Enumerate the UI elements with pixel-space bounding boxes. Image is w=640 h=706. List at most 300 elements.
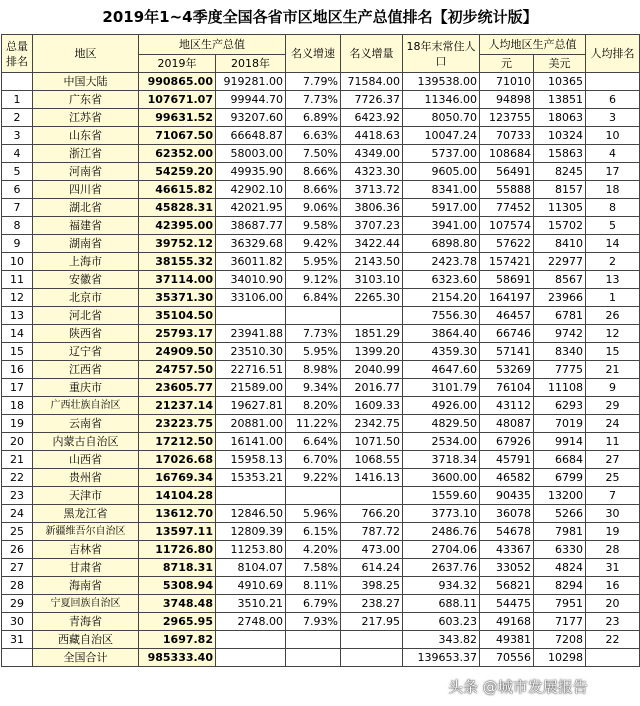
per-capita-rank-cell <box>586 649 640 667</box>
table-row <box>2 109 640 127</box>
region-name: 贵州省 <box>33 469 139 487</box>
gdp-2019-cell: 99631.52 <box>139 109 216 127</box>
table-body <box>2 73 640 667</box>
per-capita-rank-cell: 23 <box>586 613 640 631</box>
population-cell: 2704.06 <box>403 541 480 559</box>
increase-cell: 6423.92 <box>341 109 403 127</box>
region-name: 四川省 <box>33 181 139 199</box>
gdp-2019-cell: 37114.00 <box>139 271 216 289</box>
rank-cell <box>2 649 33 667</box>
increase-cell: 766.20 <box>341 505 403 523</box>
region-name: 青海省 <box>33 613 139 631</box>
population-cell: 11346.00 <box>403 91 480 109</box>
per-capita-yuan-cell: 57622 <box>480 235 534 253</box>
gdp-2019-cell: 25793.17 <box>139 325 216 343</box>
increase-cell <box>341 649 403 667</box>
rank-cell: 12 <box>2 289 33 307</box>
per-capita-yuan-cell: 71010 <box>480 73 534 91</box>
per-capita-usd-cell: 11108 <box>534 379 586 397</box>
per-capita-yuan-cell: 49168 <box>480 613 534 631</box>
population-cell: 3864.40 <box>403 325 480 343</box>
per-capita-usd-cell: 7775 <box>534 361 586 379</box>
rank-cell: 20 <box>2 433 33 451</box>
increase-cell: 3713.72 <box>341 181 403 199</box>
per-capita-rank-cell: 3 <box>586 109 640 127</box>
growth-cell <box>286 307 341 325</box>
gdp-2019-cell: 46615.82 <box>139 181 216 199</box>
gdp-2018-cell: 33106.00 <box>216 289 286 307</box>
per-capita-yuan-cell: 36078 <box>480 505 534 523</box>
per-capita-rank-cell: 5 <box>586 217 640 235</box>
per-capita-yuan-cell: 90435 <box>480 487 534 505</box>
per-capita-usd-cell: 15863 <box>534 145 586 163</box>
rank-cell: 30 <box>2 613 33 631</box>
gdp-2018-cell: 22716.51 <box>216 361 286 379</box>
per-capita-rank-cell: 9 <box>586 379 640 397</box>
per-capita-yuan-cell: 49381 <box>480 631 534 649</box>
header-per-capita-usd: 美元 <box>534 55 586 73</box>
gdp-2018-cell: 21589.00 <box>216 379 286 397</box>
gdp-2019-cell: 1697.82 <box>139 631 216 649</box>
growth-cell: 7.73% <box>286 91 341 109</box>
growth-cell: 6.89% <box>286 109 341 127</box>
population-cell: 934.32 <box>403 577 480 595</box>
rank-cell: 13 <box>2 307 33 325</box>
table-row <box>2 145 640 163</box>
gdp-2019-cell: 24757.50 <box>139 361 216 379</box>
region-name: 云南省 <box>33 415 139 433</box>
per-capita-usd-cell: 9914 <box>534 433 586 451</box>
gdp-2019-cell: 17026.68 <box>139 451 216 469</box>
per-capita-yuan-cell: 107574 <box>480 217 534 235</box>
population-cell: 9605.00 <box>403 163 480 181</box>
per-capita-rank-cell: 18 <box>586 181 640 199</box>
growth-cell: 11.22% <box>286 415 341 433</box>
population-cell: 3718.34 <box>403 451 480 469</box>
per-capita-usd-cell: 7177 <box>534 613 586 631</box>
gdp-2019-cell: 38155.32 <box>139 253 216 271</box>
gdp-2019-cell: 3748.48 <box>139 595 216 613</box>
header-region: 地区 <box>33 35 139 73</box>
increase-cell: 787.72 <box>341 523 403 541</box>
gdp-2019-cell: 23605.77 <box>139 379 216 397</box>
increase-cell: 3422.44 <box>341 235 403 253</box>
per-capita-usd-cell: 5266 <box>534 505 586 523</box>
per-capita-usd-cell: 8340 <box>534 343 586 361</box>
growth-cell: 7.93% <box>286 613 341 631</box>
rank-cell: 1 <box>2 91 33 109</box>
per-capita-rank-cell: 17 <box>586 163 640 181</box>
population-cell: 343.82 <box>403 631 480 649</box>
gdp-2019-cell: 54259.20 <box>139 163 216 181</box>
per-capita-usd-cell: 8245 <box>534 163 586 181</box>
table-row <box>2 397 640 415</box>
region-name: 新疆维吾尔自治区 <box>33 523 139 541</box>
gdp-2019-cell: 39752.12 <box>139 235 216 253</box>
rank-cell: 9 <box>2 235 33 253</box>
per-capita-usd-cell: 6781 <box>534 307 586 325</box>
rank-cell: 6 <box>2 181 33 199</box>
region-name: 天津市 <box>33 487 139 505</box>
per-capita-rank-cell: 15 <box>586 343 640 361</box>
gdp-2018-cell: 919281.00 <box>216 73 286 91</box>
per-capita-usd-cell: 6293 <box>534 397 586 415</box>
rank-cell: 25 <box>2 523 33 541</box>
gdp-2018-cell: 8104.07 <box>216 559 286 577</box>
population-cell: 6323.60 <box>403 271 480 289</box>
per-capita-usd-cell: 7208 <box>534 631 586 649</box>
increase-cell: 2040.99 <box>341 361 403 379</box>
increase-cell: 398.25 <box>341 577 403 595</box>
rank-cell: 26 <box>2 541 33 559</box>
increase-cell: 238.27 <box>341 595 403 613</box>
population-cell: 688.11 <box>403 595 480 613</box>
growth-cell <box>286 487 341 505</box>
increase-cell: 2342.75 <box>341 415 403 433</box>
per-capita-yuan-cell: 45791 <box>480 451 534 469</box>
table-row <box>2 469 640 487</box>
gdp-2019-cell: 13597.11 <box>139 523 216 541</box>
per-capita-rank-cell: 24 <box>586 415 640 433</box>
region-name: 湖北省 <box>33 199 139 217</box>
region-name: 内蒙古自治区 <box>33 433 139 451</box>
per-capita-rank-cell: 11 <box>586 433 640 451</box>
per-capita-yuan-cell: 94898 <box>480 91 534 109</box>
gdp-2018-cell: 36011.82 <box>216 253 286 271</box>
table-row <box>2 163 640 181</box>
header-gdp-group: 地区生产总值 <box>139 35 286 55</box>
population-cell: 3600.00 <box>403 469 480 487</box>
region-name: 海南省 <box>33 577 139 595</box>
per-capita-usd-cell: 10298 <box>534 649 586 667</box>
rank-cell: 31 <box>2 631 33 649</box>
increase-cell: 1071.50 <box>341 433 403 451</box>
region-name: 广西壮族自治区 <box>33 397 139 415</box>
rank-cell <box>2 73 33 91</box>
table-row <box>2 415 640 433</box>
increase-cell <box>341 487 403 505</box>
header-gdp-2019: 2019年 <box>139 55 216 73</box>
region-name: 安徽省 <box>33 271 139 289</box>
region-name: 重庆市 <box>33 379 139 397</box>
rank-cell: 22 <box>2 469 33 487</box>
increase-cell: 1399.20 <box>341 343 403 361</box>
growth-cell: 6.79% <box>286 595 341 613</box>
table-row <box>2 505 640 523</box>
per-capita-usd-cell: 18063 <box>534 109 586 127</box>
table-row <box>2 343 640 361</box>
table-row <box>2 577 640 595</box>
gdp-2019-cell: 14104.28 <box>139 487 216 505</box>
rank-cell: 14 <box>2 325 33 343</box>
gdp-2018-cell: 34010.90 <box>216 271 286 289</box>
table-row <box>2 379 640 397</box>
region-name: 江苏省 <box>33 109 139 127</box>
growth-cell: 7.79% <box>286 73 341 91</box>
per-capita-usd-cell: 9742 <box>534 325 586 343</box>
gdp-2019-cell: 45828.31 <box>139 199 216 217</box>
increase-cell: 217.95 <box>341 613 403 631</box>
gdp-2018-cell <box>216 307 286 325</box>
per-capita-rank-cell: 4 <box>586 145 640 163</box>
gdp-2018-cell: 16141.00 <box>216 433 286 451</box>
population-cell: 603.23 <box>403 613 480 631</box>
table-row <box>2 181 640 199</box>
per-capita-yuan-cell: 66746 <box>480 325 534 343</box>
gdp-2018-cell: 23941.88 <box>216 325 286 343</box>
per-capita-yuan-cell: 70733 <box>480 127 534 145</box>
rank-cell: 7 <box>2 199 33 217</box>
gdp-2019-cell: 16769.34 <box>139 469 216 487</box>
per-capita-yuan-cell: 43112 <box>480 397 534 415</box>
rank-cell: 15 <box>2 343 33 361</box>
gdp-2019-cell: 24909.50 <box>139 343 216 361</box>
rank-cell: 2 <box>2 109 33 127</box>
gdp-2018-cell <box>216 487 286 505</box>
gdp-2019-cell: 8718.31 <box>139 559 216 577</box>
gdp-2018-cell: 42021.95 <box>216 199 286 217</box>
population-cell: 8341.00 <box>403 181 480 199</box>
region-name: 山西省 <box>33 451 139 469</box>
population-cell: 4647.60 <box>403 361 480 379</box>
table-row <box>2 199 640 217</box>
per-capita-usd-cell: 4824 <box>534 559 586 577</box>
gdp-2018-cell: 49935.90 <box>216 163 286 181</box>
growth-cell: 9.58% <box>286 217 341 235</box>
table-row <box>2 217 640 235</box>
growth-cell <box>286 631 341 649</box>
per-capita-yuan-cell: 48087 <box>480 415 534 433</box>
population-cell: 2637.76 <box>403 559 480 577</box>
population-cell: 5917.00 <box>403 199 480 217</box>
per-capita-usd-cell: 23966 <box>534 289 586 307</box>
region-name: 辽宁省 <box>33 343 139 361</box>
growth-cell: 7.50% <box>286 145 341 163</box>
per-capita-yuan-cell: 58691 <box>480 271 534 289</box>
region-name: 中国大陆 <box>33 73 139 91</box>
per-capita-yuan-cell: 46582 <box>480 469 534 487</box>
per-capita-yuan-cell: 157421 <box>480 253 534 271</box>
per-capita-usd-cell: 10324 <box>534 127 586 145</box>
header-per-capita-rank: 人均排名 <box>586 35 640 73</box>
per-capita-yuan-cell: 33052 <box>480 559 534 577</box>
per-capita-rank-cell: 7 <box>586 487 640 505</box>
per-capita-rank-cell: 10 <box>586 127 640 145</box>
gdp-2019-cell: 17212.50 <box>139 433 216 451</box>
gdp-2018-cell: 38687.77 <box>216 217 286 235</box>
gdp-2018-cell: 42902.10 <box>216 181 286 199</box>
growth-cell: 9.42% <box>286 235 341 253</box>
watermark: 头条 @城市发展报告 <box>448 678 588 696</box>
population-cell: 5737.00 <box>403 145 480 163</box>
table-row <box>2 91 640 109</box>
per-capita-rank-cell: 21 <box>586 361 640 379</box>
increase-cell: 3806.36 <box>341 199 403 217</box>
growth-cell: 8.66% <box>286 163 341 181</box>
table-row <box>2 559 640 577</box>
population-cell: 3773.10 <box>403 505 480 523</box>
rank-cell: 10 <box>2 253 33 271</box>
increase-cell <box>341 631 403 649</box>
per-capita-rank-cell: 30 <box>586 505 640 523</box>
per-capita-usd-cell: 6799 <box>534 469 586 487</box>
per-capita-yuan-cell: 76104 <box>480 379 534 397</box>
per-capita-yuan-cell: 54475 <box>480 595 534 613</box>
per-capita-usd-cell: 13851 <box>534 91 586 109</box>
rank-cell: 3 <box>2 127 33 145</box>
growth-cell: 8.11% <box>286 577 341 595</box>
gdp-2019-cell: 35371.30 <box>139 289 216 307</box>
table-row <box>2 649 640 667</box>
per-capita-yuan-cell: 53269 <box>480 361 534 379</box>
per-capita-usd-cell: 13200 <box>534 487 586 505</box>
per-capita-rank-cell: 8 <box>586 199 640 217</box>
rank-cell: 11 <box>2 271 33 289</box>
region-name: 陕西省 <box>33 325 139 343</box>
region-name: 全国合计 <box>33 649 139 667</box>
region-name: 吉林省 <box>33 541 139 559</box>
per-capita-yuan-cell: 54678 <box>480 523 534 541</box>
per-capita-usd-cell: 7019 <box>534 415 586 433</box>
population-cell: 2534.00 <box>403 433 480 451</box>
header-gdp-2018: 2018年 <box>216 55 286 73</box>
region-name: 黑龙江省 <box>33 505 139 523</box>
growth-cell: 6.64% <box>286 433 341 451</box>
per-capita-rank-cell: 12 <box>586 325 640 343</box>
gdp-2018-cell: 20881.00 <box>216 415 286 433</box>
growth-cell: 5.95% <box>286 343 341 361</box>
per-capita-usd-cell: 10365 <box>534 73 586 91</box>
population-cell: 139538.00 <box>403 73 480 91</box>
per-capita-yuan-cell: 57141 <box>480 343 534 361</box>
per-capita-rank-cell: 25 <box>586 469 640 487</box>
header-rank-total: 总量排名 <box>2 35 33 73</box>
per-capita-rank-cell: 27 <box>586 451 640 469</box>
growth-cell: 9.34% <box>286 379 341 397</box>
population-cell: 2423.78 <box>403 253 480 271</box>
region-name: 福建省 <box>33 217 139 235</box>
growth-cell: 6.84% <box>286 289 341 307</box>
growth-cell: 8.66% <box>286 181 341 199</box>
increase-cell: 1068.55 <box>341 451 403 469</box>
increase-cell: 3103.10 <box>341 271 403 289</box>
gdp-2018-cell: 15353.21 <box>216 469 286 487</box>
per-capita-usd-cell: 6330 <box>534 541 586 559</box>
header-per-capita-yuan: 元 <box>480 55 534 73</box>
population-cell: 1559.60 <box>403 487 480 505</box>
gdp-2019-cell: 5308.94 <box>139 577 216 595</box>
per-capita-rank-cell: 13 <box>586 271 640 289</box>
per-capita-yuan-cell: 46457 <box>480 307 534 325</box>
table-row <box>2 523 640 541</box>
growth-cell: 5.95% <box>286 253 341 271</box>
per-capita-rank-cell: 28 <box>586 541 640 559</box>
increase-cell: 2143.50 <box>341 253 403 271</box>
region-name: 山东省 <box>33 127 139 145</box>
table-row <box>2 433 640 451</box>
header-nominal-growth: 名义增速 <box>286 35 341 73</box>
per-capita-usd-cell: 8157 <box>534 181 586 199</box>
growth-cell: 7.73% <box>286 325 341 343</box>
per-capita-yuan-cell: 56821 <box>480 577 534 595</box>
gdp-2018-cell: 99944.70 <box>216 91 286 109</box>
rank-cell: 21 <box>2 451 33 469</box>
per-capita-yuan-cell: 123755 <box>480 109 534 127</box>
increase-cell: 4323.30 <box>341 163 403 181</box>
increase-cell: 4349.00 <box>341 145 403 163</box>
gdp-2018-cell: 93207.60 <box>216 109 286 127</box>
gdp-2018-cell: 11253.80 <box>216 541 286 559</box>
table-row <box>2 487 640 505</box>
per-capita-yuan-cell: 164197 <box>480 289 534 307</box>
per-capita-rank-cell: 26 <box>586 307 640 325</box>
region-name: 河北省 <box>33 307 139 325</box>
population-cell: 10047.24 <box>403 127 480 145</box>
gdp-2019-cell: 985333.40 <box>139 649 216 667</box>
growth-cell: 5.96% <box>286 505 341 523</box>
gdp-2018-cell: 19627.81 <box>216 397 286 415</box>
increase-cell <box>341 307 403 325</box>
per-capita-rank-cell: 6 <box>586 91 640 109</box>
growth-cell: 6.63% <box>286 127 341 145</box>
per-capita-yuan-cell: 55888 <box>480 181 534 199</box>
population-cell: 4829.50 <box>403 415 480 433</box>
growth-cell: 8.20% <box>286 397 341 415</box>
per-capita-usd-cell: 6684 <box>534 451 586 469</box>
growth-cell: 9.22% <box>286 469 341 487</box>
increase-cell: 2265.30 <box>341 289 403 307</box>
header-nominal-increase: 名义增量 <box>341 35 403 73</box>
per-capita-rank-cell: 2 <box>586 253 640 271</box>
population-cell: 7556.30 <box>403 307 480 325</box>
region-name: 湖南省 <box>33 235 139 253</box>
table-row <box>2 595 640 613</box>
gdp-2018-cell: 12809.39 <box>216 523 286 541</box>
table-row <box>2 127 640 145</box>
gdp-2018-cell: 58003.00 <box>216 145 286 163</box>
population-cell: 3101.79 <box>403 379 480 397</box>
increase-cell: 1416.13 <box>341 469 403 487</box>
growth-cell: 6.70% <box>286 451 341 469</box>
per-capita-rank-cell: 14 <box>586 235 640 253</box>
gdp-2018-cell: 4910.69 <box>216 577 286 595</box>
per-capita-yuan-cell: 108684 <box>480 145 534 163</box>
table-row <box>2 325 640 343</box>
header-population: 18年末常住人口 <box>403 35 480 73</box>
increase-cell: 1851.29 <box>341 325 403 343</box>
rank-cell: 17 <box>2 379 33 397</box>
growth-cell: 8.98% <box>286 361 341 379</box>
page-title: 2019年1~4季度全国各省市区地区生产总值排名【初步统计版】 <box>102 8 538 26</box>
increase-cell: 614.24 <box>341 559 403 577</box>
gdp-2019-cell: 23223.75 <box>139 415 216 433</box>
per-capita-usd-cell: 22977 <box>534 253 586 271</box>
region-name: 河南省 <box>33 163 139 181</box>
population-cell: 6898.80 <box>403 235 480 253</box>
table-row <box>2 253 640 271</box>
per-capita-usd-cell: 11305 <box>534 199 586 217</box>
per-capita-rank-cell: 16 <box>586 577 640 595</box>
rank-cell: 8 <box>2 217 33 235</box>
population-cell: 2154.20 <box>403 289 480 307</box>
per-capita-usd-cell: 8294 <box>534 577 586 595</box>
population-cell: 2486.76 <box>403 523 480 541</box>
increase-cell: 473.00 <box>341 541 403 559</box>
per-capita-yuan-cell: 70556 <box>480 649 534 667</box>
gdp-ranking-table <box>1 34 640 667</box>
rank-cell: 29 <box>2 595 33 613</box>
rank-cell: 19 <box>2 415 33 433</box>
